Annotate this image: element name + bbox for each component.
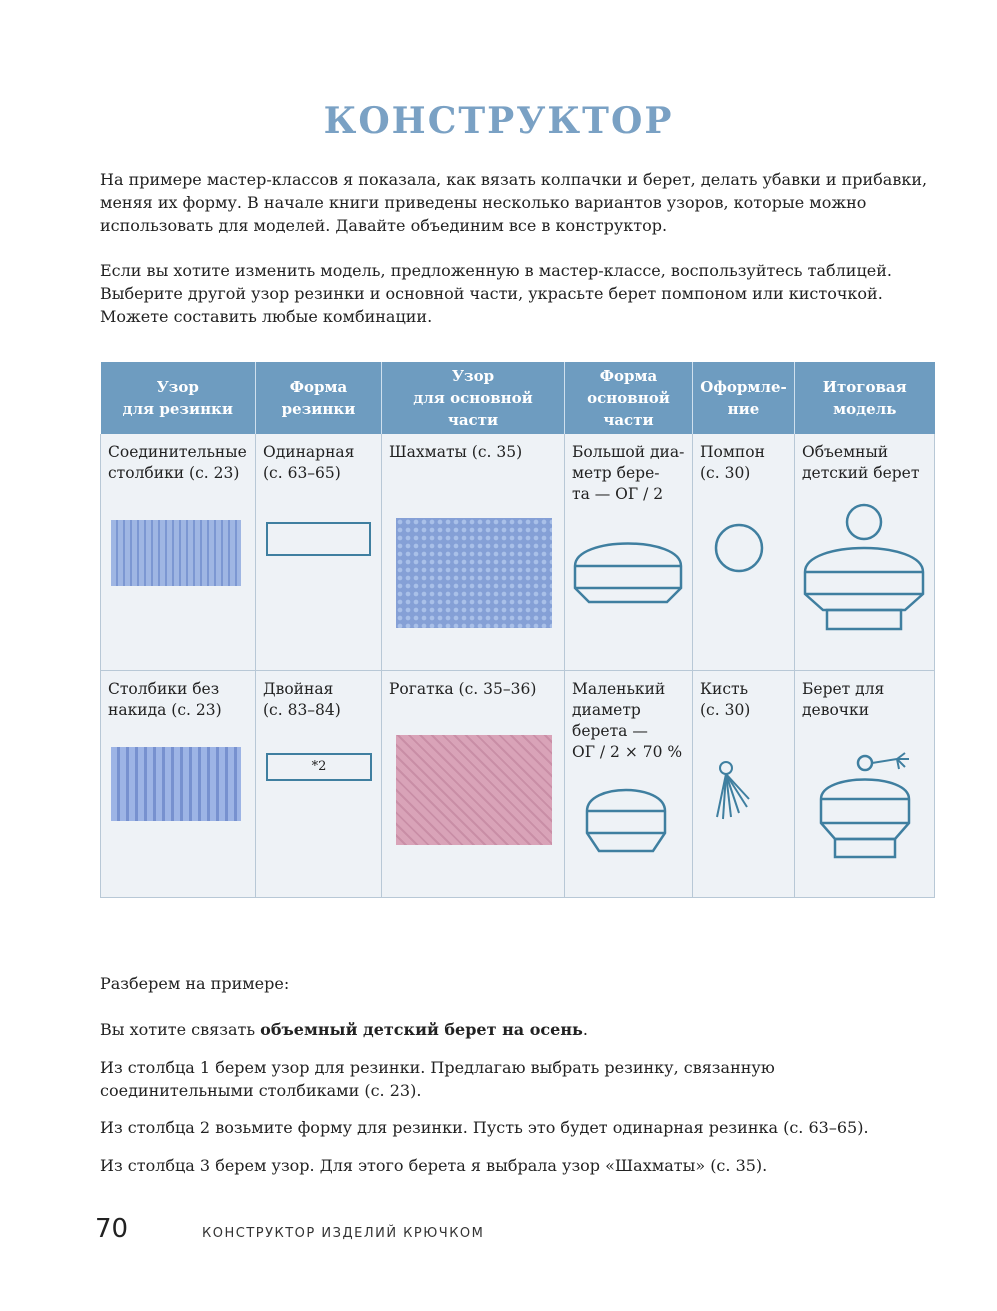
header-cell: Оформле- ние	[693, 362, 795, 434]
example-goal-bold: объемный детский берет на осень	[260, 1020, 583, 1039]
example-step-2: Из столбца 2 возьмите форму для резинки. Пусть это будет одинарная резинка (с. 63–65).	[100, 1118, 869, 1137]
cell-label: Шахматы (с. 35)	[389, 443, 523, 461]
example-intro: Разберем на примере:	[100, 974, 290, 993]
cell-label: Объемный детский берет	[802, 443, 920, 482]
table-cell	[256, 434, 382, 671]
double-rib-shape-icon: *2	[266, 753, 372, 781]
large-beret-shape-icon	[571, 526, 685, 606]
slingshot-pattern-image	[396, 735, 552, 845]
small-beret-shape-icon	[583, 779, 669, 859]
table-row	[101, 671, 935, 898]
volume-beret-model-icon	[801, 502, 927, 632]
cell-label: Соединительные столбики (с. 23)	[108, 443, 247, 482]
table-cell	[382, 434, 565, 671]
table-cell	[256, 671, 382, 898]
example-step-1: Из столбца 1 берем узор для резинки. Предлагаю выбрать резинку, связанную соединительными столбиками (с. 23).	[100, 1058, 775, 1100]
header-cell: Узор для резинки	[101, 362, 256, 434]
example-goal: Вы хотите связать объемный детский берет на осень.	[100, 1020, 588, 1039]
example-step-3: Из столбца 3 берем узор. Для этого берета я выбрала узор «Шахматы» (с. 35).	[100, 1156, 768, 1175]
header-cell: Узор для основной части	[382, 362, 565, 434]
table-cell	[101, 434, 256, 671]
running-title: КОНСТРУКТОР ИЗДЕЛИЙ КРЮЧКОМ	[202, 1226, 485, 1241]
header-cell: Форма основной части	[565, 362, 693, 434]
page-title: КОНСТРУКТОР	[323, 100, 674, 142]
rib-swatch-image	[111, 520, 241, 586]
checker-pattern-image	[396, 518, 552, 628]
tassel-icon	[709, 759, 759, 823]
table-cell	[565, 434, 693, 671]
cell-label: Берет для девочки	[802, 680, 885, 719]
intro-paragraph-1: На примере мастер-классов я показала, как вязать колпачки и берет, делать убавки и прибавки, меняя их форму. В начале книги приведены несколько вариантов узоров, которые можно использовать для моделей. Давайте объединим все в конструктор.	[100, 170, 928, 235]
cell-label: Одинарная (с. 63–65)	[263, 443, 355, 482]
single-rib-shape-icon	[266, 522, 371, 556]
table-cell	[565, 671, 693, 898]
table-cell	[101, 671, 256, 898]
rib-swatch-image	[111, 747, 241, 821]
cell-label: Кисть (с. 30)	[700, 680, 751, 719]
cell-label: Маленький диаметр берета — ОГ / 2 × 70 %	[572, 680, 683, 761]
table-cell	[693, 434, 795, 671]
table-header-row	[101, 362, 935, 434]
cell-label: Двойная (с. 83–84)	[263, 680, 341, 719]
table-cell	[795, 434, 935, 671]
constructor-table	[100, 362, 935, 898]
cell-label: Помпон (с. 30)	[700, 443, 765, 482]
cell-label: Большой диа- метр бере- та — ОГ / 2	[572, 443, 685, 503]
cell-label: Рогатка (с. 35–36)	[389, 680, 537, 698]
page-number: 70	[95, 1214, 129, 1244]
table-row	[101, 434, 935, 671]
cell-label: Столбики без накида (с. 23)	[108, 680, 222, 719]
header-cell: Итоговая модель	[795, 362, 935, 434]
pompom-icon	[713, 522, 765, 574]
header-cell: Форма резинки	[256, 362, 382, 434]
table-cell	[382, 671, 565, 898]
intro-paragraph-2: Если вы хотите изменить модель, предложенную в мастер-классе, воспользуйтесь таблицей. Выберите другой узор резинки и основной части, украсьте берет помпоном или кисточкой. Можете составить любые комбинации.	[100, 261, 892, 326]
girl-beret-model-icon	[817, 751, 917, 863]
table-cell	[693, 671, 795, 898]
table-cell	[795, 671, 935, 898]
